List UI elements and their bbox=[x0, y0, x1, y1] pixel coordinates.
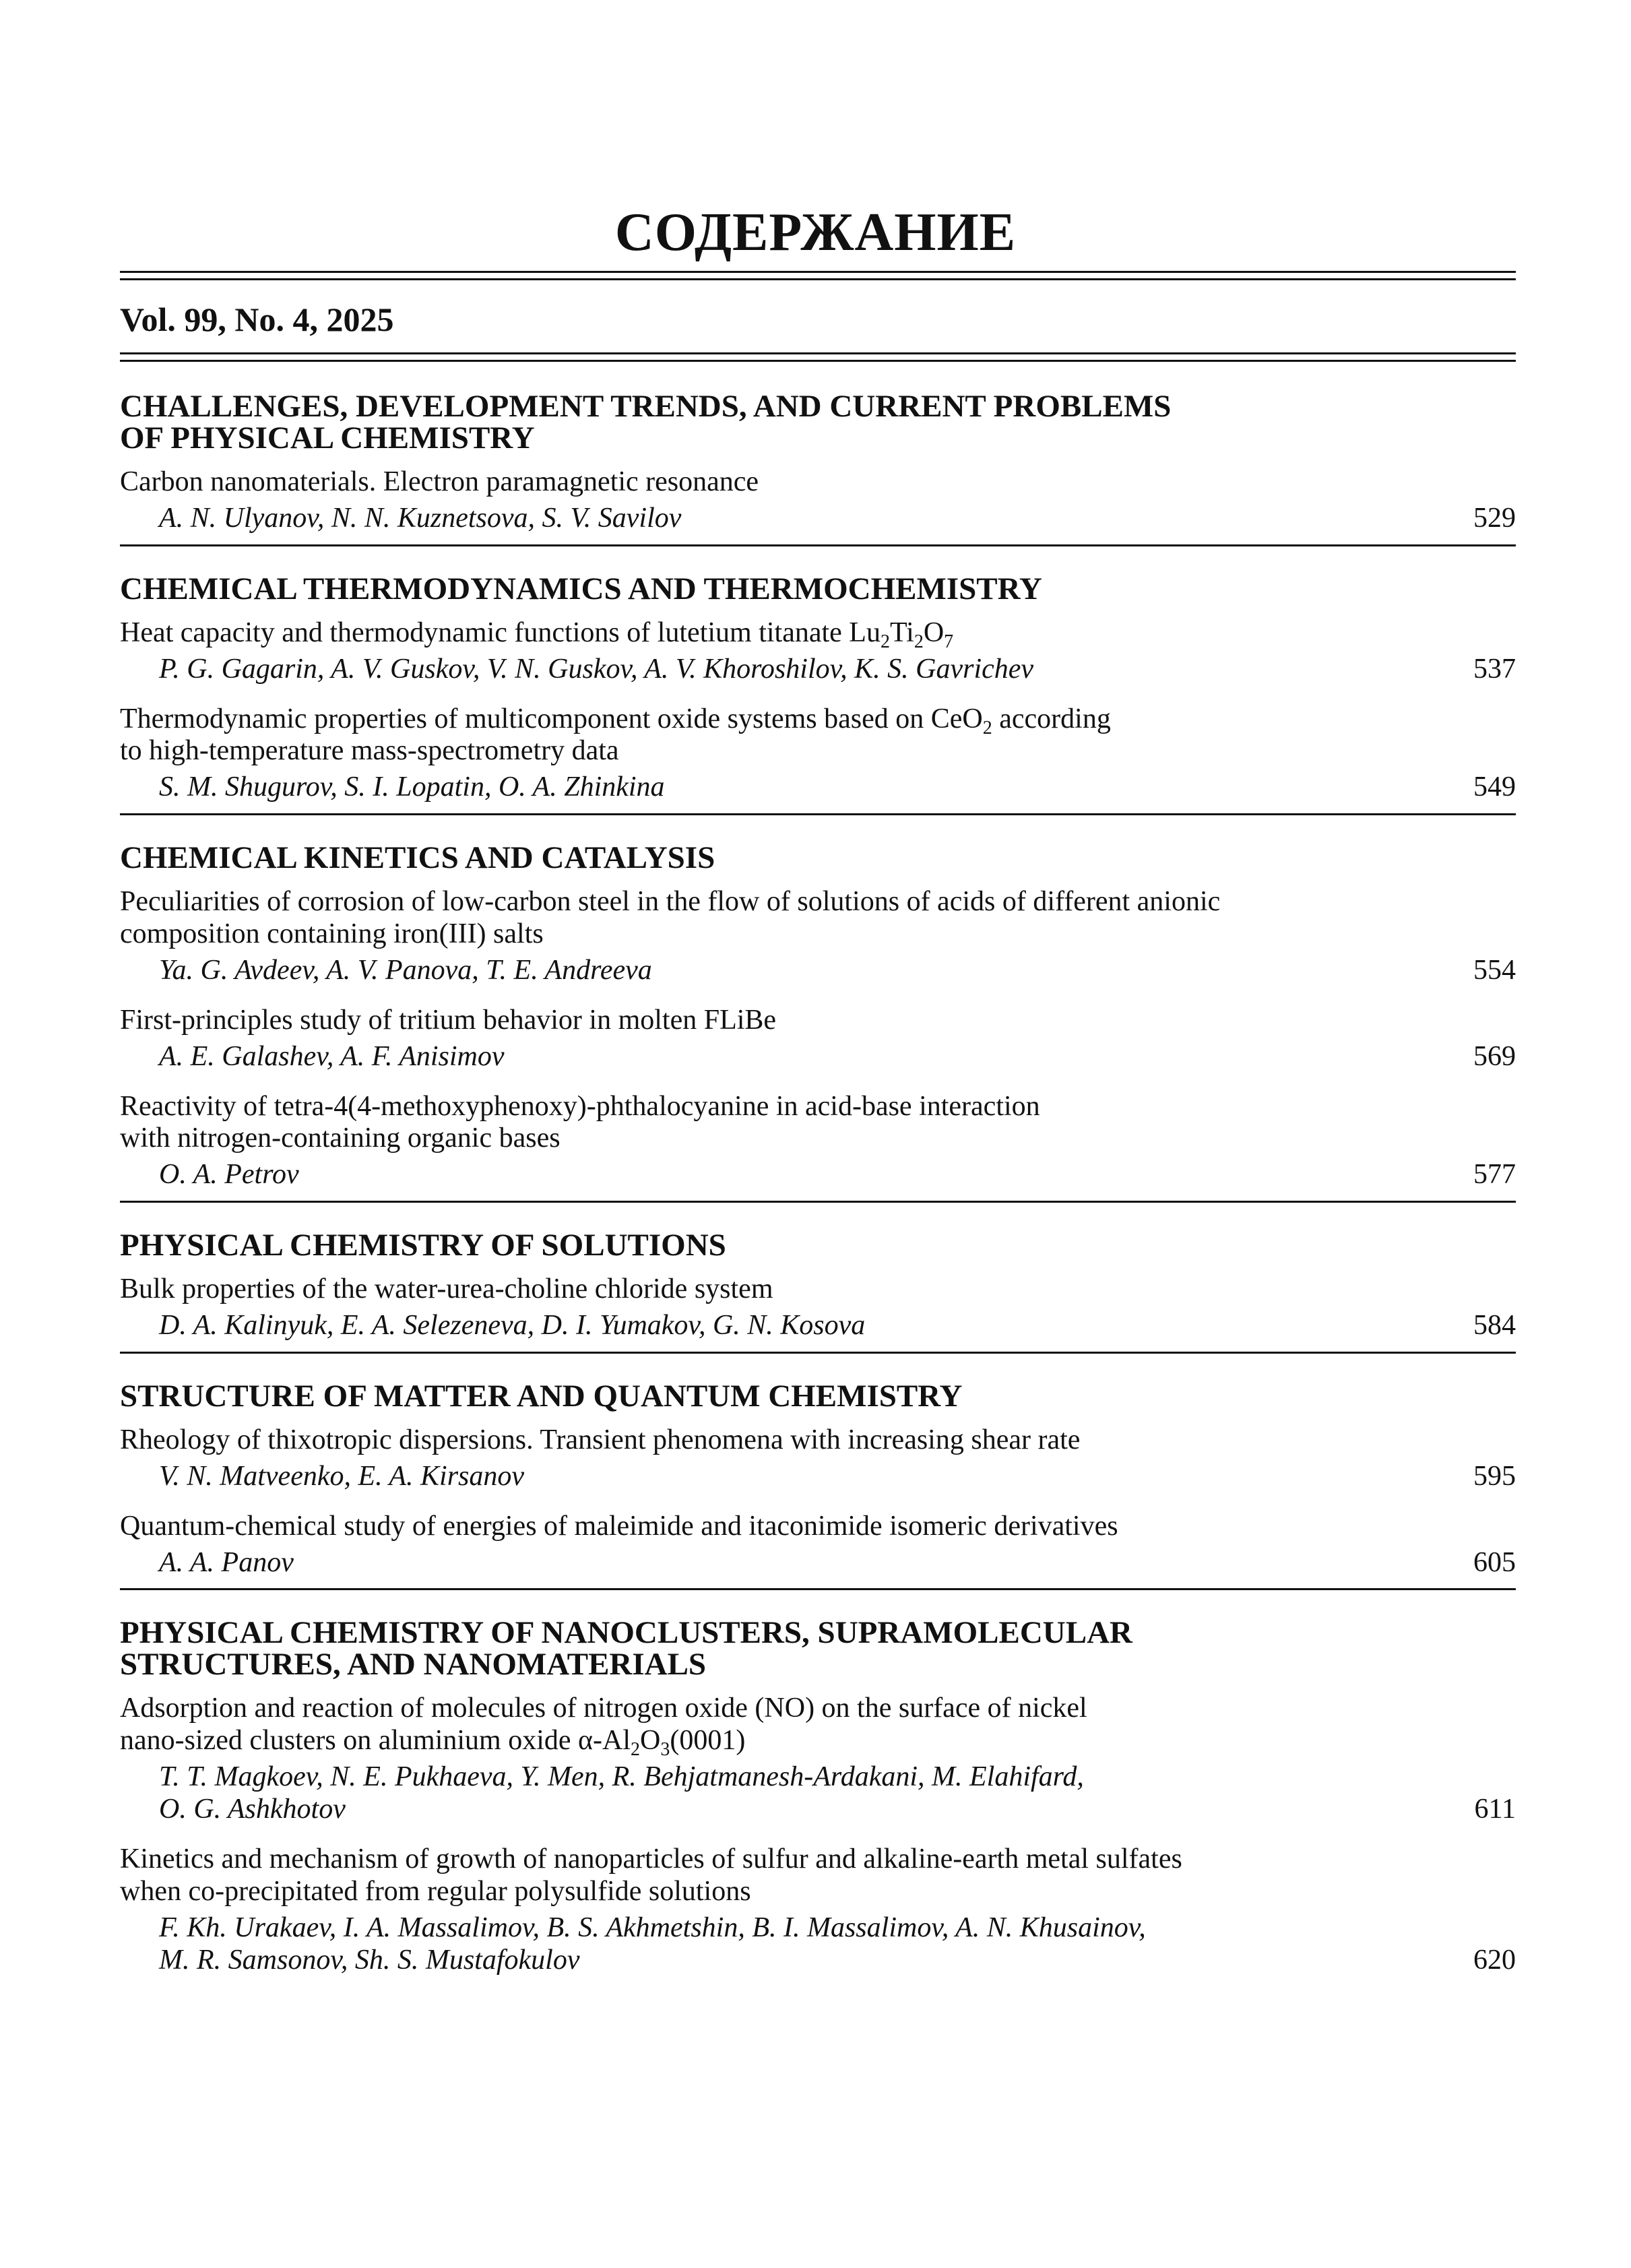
article-authors: S. M. Shugurov, S. I. Lopatin, O. A. Zhinkina bbox=[159, 771, 665, 803]
article-authors: A. N. Ulyanov, N. N. Kuznetsova, S. V. Savilov bbox=[159, 502, 682, 534]
section-title: CHEMICAL KINETICS AND CATALYSIS bbox=[120, 840, 715, 876]
section-title: CHEMICAL THERMODYNAMICS AND THERMOCHEMISTRY bbox=[120, 571, 1042, 606]
section-title: PHYSICAL CHEMISTRY OF SOLUTIONS bbox=[120, 1228, 726, 1263]
toc-section bbox=[120, 1378, 1516, 1591]
article-page-number[interactable]: 569 bbox=[1473, 1040, 1516, 1072]
article-byline bbox=[120, 1041, 1516, 1073]
toc-entry[interactable] bbox=[120, 1273, 1516, 1342]
title-double-rule bbox=[120, 271, 1516, 280]
article-title[interactable]: Bulk properties of the water-urea-choline chloride system bbox=[120, 1273, 773, 1305]
article-title[interactable]: Rheology of thixotropic dispersions. Transient phenomena with increasing shear rate bbox=[120, 1424, 1081, 1455]
article-byline bbox=[120, 1547, 1516, 1579]
article-authors: D. A. Kalinyuk, E. A. Selezeneva, D. I. Yumakov, G. N. Kosova bbox=[159, 1310, 866, 1341]
section-title: STRUCTURE OF MATTER AND QUANTUM CHEMISTRY bbox=[120, 1378, 963, 1414]
article-authors: Ya. G. Avdeev, A. V. Panova, T. E. Andreeva bbox=[159, 954, 652, 986]
toc-entry[interactable] bbox=[120, 1005, 1516, 1073]
toc-entry[interactable] bbox=[120, 1511, 1516, 1579]
article-byline bbox=[120, 955, 1516, 987]
article-byline bbox=[120, 771, 1516, 804]
toc-section bbox=[120, 391, 1516, 546]
article-authors: P. G. Gagarin, A. V. Guskov, V. N. Guskov, A. V. Khoroshilov, K. S. Gavrichev bbox=[159, 653, 1034, 685]
article-title[interactable]: Heat capacity and thermodynamic functions of lutetium titanate $Lu_2Ti_2O_7$ bbox=[120, 617, 954, 652]
article-authors: A. A. Panov bbox=[159, 1546, 294, 1578]
article-title[interactable]: First-principles study of tritium behavior in molten FLiBe bbox=[120, 1004, 777, 1036]
toc-entry[interactable] bbox=[120, 1424, 1516, 1493]
toc-entry[interactable] bbox=[120, 1844, 1516, 1977]
issue-double-rule bbox=[120, 352, 1516, 362]
article-page-number[interactable]: 577 bbox=[1473, 1159, 1516, 1191]
article-authors: T. T. Magkoev, N. E. Pukhaeva, Y. Men, R. Behjatmanesh-Ardakani, M. Elahifard, O. G. Ashkhotov bbox=[159, 1761, 1084, 1825]
toc-entry[interactable] bbox=[120, 886, 1516, 987]
article-byline bbox=[120, 1310, 1516, 1342]
toc-section bbox=[120, 1617, 1516, 1986]
article-title[interactable]: Reactivity of tetra-4(4-methoxyphenoxy)-phthalocyanine in acid-base interaction with nitrogen-containing organic bases bbox=[120, 1090, 1040, 1154]
toc-entry[interactable] bbox=[120, 1693, 1516, 1826]
article-page-number[interactable]: 537 bbox=[1473, 653, 1516, 685]
article-byline bbox=[120, 503, 1516, 535]
article-authors: F. Kh. Urakaev, I. A. Massalimov, B. S. Akhmetshin, B. I. Massalimov, A. N. Khusainov, M. R. Samsonov, Sh. S. Mustafokulov bbox=[159, 1912, 1146, 1976]
article-page-number[interactable]: 605 bbox=[1473, 1546, 1516, 1578]
toc-entry[interactable] bbox=[120, 703, 1516, 805]
article-page-number[interactable]: 549 bbox=[1473, 771, 1516, 803]
article-byline bbox=[120, 1761, 1516, 1826]
toc-section bbox=[120, 842, 1516, 1203]
toc-entry[interactable] bbox=[120, 617, 1516, 686]
article-page-number[interactable]: 611 bbox=[1474, 1794, 1516, 1825]
article-title[interactable]: Quantum-chemical study of energies of maleimide and itaconimide isomeric derivatives bbox=[120, 1510, 1118, 1542]
table-of-contents bbox=[120, 391, 1516, 2013]
toc-entry[interactable] bbox=[120, 1091, 1516, 1192]
article-page-number[interactable]: 529 bbox=[1473, 502, 1516, 534]
article-title[interactable]: Carbon nanomaterials. Electron paramagnetic resonance bbox=[120, 466, 759, 497]
toc-section bbox=[120, 573, 1516, 815]
article-page-number[interactable]: 554 bbox=[1473, 954, 1516, 986]
article-title[interactable]: Kinetics and mechanism of growth of nanoparticles of sulfur and alkaline-earth metal sulfates when co-precipitated from regular polysulfide solutions bbox=[120, 1843, 1182, 1907]
article-byline bbox=[120, 654, 1516, 686]
toc-entry[interactable] bbox=[120, 466, 1516, 535]
issue-info: Vol. 99, No. 4, 2025 bbox=[120, 301, 394, 338]
article-title[interactable]: Peculiarities of corrosion of low-carbon steel in the flow of solutions of acids of different anionic composition containing iron(III) salts bbox=[120, 886, 1221, 949]
article-byline bbox=[120, 1461, 1516, 1493]
article-byline bbox=[120, 1159, 1516, 1191]
toc-section bbox=[120, 1230, 1516, 1354]
section-title: CHALLENGES, DEVELOPMENT TRENDS, AND CURRENT PROBLEMS OF PHYSICAL CHEMISTRY bbox=[120, 389, 1172, 455]
article-authors: A. E. Galashev, A. F. Anisimov bbox=[159, 1040, 505, 1072]
article-authors: O. A. Petrov bbox=[159, 1159, 299, 1191]
article-title[interactable]: Adsorption and reaction of molecules of nitrogen oxide (NO) on the surface of nickel nano-sized clusters on aluminium oxide $\alpha-Al_2O_3(0001)$ bbox=[120, 1693, 1087, 1761]
article-byline bbox=[120, 1912, 1516, 1977]
article-page-number[interactable]: 620 bbox=[1473, 1944, 1516, 1976]
article-title[interactable]: Thermodynamic properties of multicomponent oxide systems based on CeO$_2$ according to high-temperature mass-spectrometry data bbox=[120, 703, 1111, 767]
article-page-number[interactable]: 584 bbox=[1473, 1310, 1516, 1341]
section-title: PHYSICAL CHEMISTRY OF NANOCLUSTERS, SUPRAMOLECULAR STRUCTURES, AND NANOMATERIALS bbox=[120, 1615, 1132, 1682]
page-title: СОДЕРЖАНИЕ bbox=[614, 203, 1017, 262]
article-page-number[interactable]: 595 bbox=[1473, 1460, 1516, 1492]
article-authors: V. N. Matveenko, E. A. Kirsanov bbox=[159, 1460, 525, 1492]
